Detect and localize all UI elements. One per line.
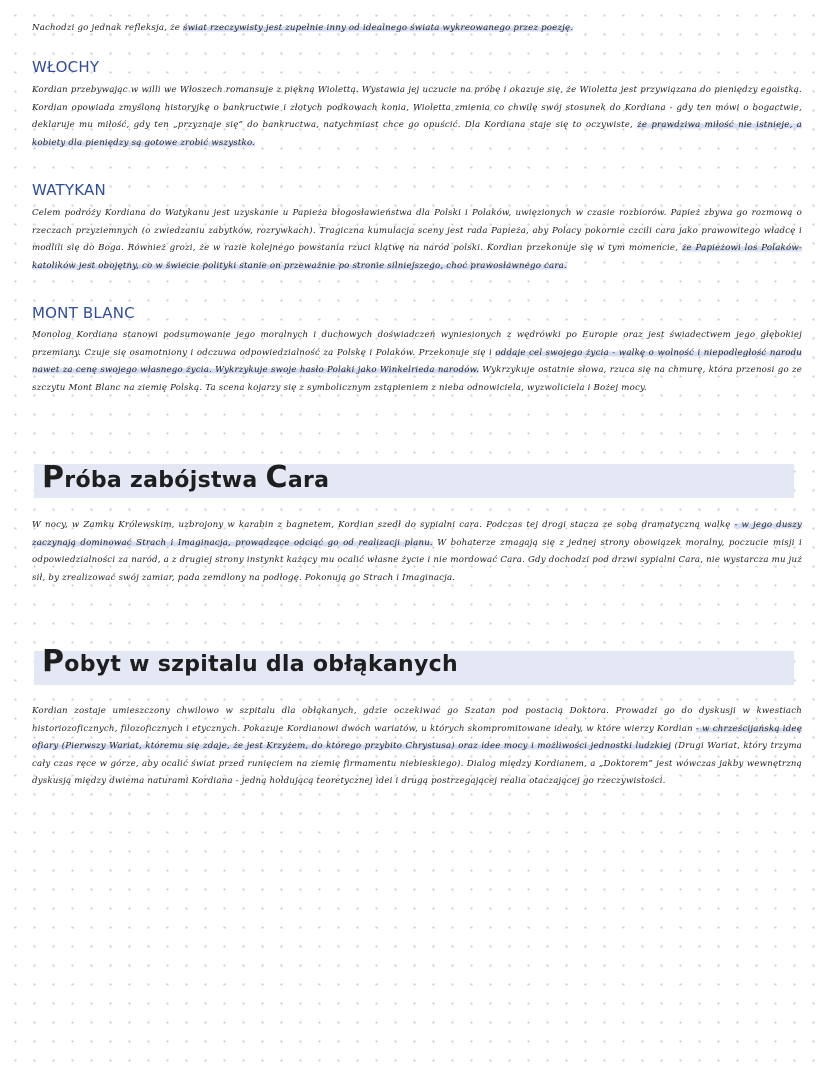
intro-paragraph <box>32 20 802 38</box>
heading-initial: P <box>42 460 65 495</box>
topic-text: W bohaterze zmagają się z jednej strony obowiązek moralny, poczucie misji i odpowiedzialności za naród, a z drugiej strony instynkt każący mu ocalić własne życie i nie mordować Cara. Gdy dochodzi pod drzwi sypialni Cara, nie wystarcza mu już sił, by zrealizować swój zamiar, pada zemdlony na podłogę. Pokonują go Strach i Imaginacja. <box>32 537 802 583</box>
topic-paragraph-pobyt-w-szpitalu <box>32 703 802 791</box>
topic-text: W nocy, w Zamku Królewskim, uzbrojony w karabin z bagnetem, Kordian szedł do sypialni cara. Podczas tej drogi stacza ze sobą dramatyczną walkę <box>32 520 735 530</box>
heading-text: obyt w szpitalu dla obłąkanych <box>64 652 458 677</box>
section-heading-watykan: WATYKAN <box>32 181 106 199</box>
section-text: Wykrzykuje ostatnie słowa, rzuca się na chmurę, która przenosi go ze szczytu Mont Blanc na ziemię Polską. Ta scena kojarzy się z symbolicznym zstąpieniem z nieba odnowiciela, wyzwoliciela i Bożej mocy. <box>32 365 803 393</box>
section-paragraph-watykan <box>32 205 802 275</box>
section-heading-wlochy: WŁOCHY <box>32 58 100 76</box>
section-paragraph-wlochy <box>32 82 802 152</box>
section-text: Kordian przebywając w willi we Włoszech romansuje z piękną Wiolettą. Wystawia jej uczucie na próbę i okazuje się, że Wioletta jest przywiązana do pieniędzy egoistką. Kordian opowiada zmyśloną historyjkę o bankructwie i złotych podkowach konia, Wioletta zmienia co chwilę swój stosunek do Kordiana - gdy ten mówi o bogactwie, deklaruje mu miłość, gdy ten „przyznaje się” do bankructwa, natychmiast chce go opuścić. Dla Kordiana staje się to oczywiste, <box>32 85 802 131</box>
section-highlight: że Papieżowi los Polaków-katolików jest obojętny, co w świecie polityki stanie on przeważnie po stronie silniejszego, choć prawosławnego cara. <box>32 243 802 271</box>
section-heading-mont-blanc: MONT BLANC <box>32 304 135 322</box>
intro-text: Nachodzi go jednak refleksja, że <box>32 23 183 33</box>
section-text: Celem podróży Kordiana do Watykanu jest uzyskanie u Papieża błogosławieństwa dla Polski i Polaków, uwięzionych w czasie rozbiorów. Papież zbywa go rozmową o rzeczach przyziemnych (o zwiedzaniu zabytków, rozrywkach). Tragiczna kumulacja sceny jest rada Papieża, aby Polacy pokornie czcili cara jako prawowitego władcę i modlili się do Boga. Również grozi, że w razie kolejnego powstania rzuci klątwę na naród polski. Kordian przekonuje się w tym momencie, <box>32 208 802 254</box>
topic-text: (Drugi Wariat, który trzyma cały czas ręce w górze, aby ocalić świat przed runięciem na ziemię firmamentu niebieskiego). Dialog między Kordianem, a „Doktorem” jest wówczas jakby wewnętrzną dyskusją między dwiema naturami Kordiana - jedną hołdującą teoretycznej idei i drugą postrzegającej realia otaczającej go rzeczywistości. <box>32 741 802 787</box>
heading-text: róba zabójstwa <box>64 468 266 493</box>
heading-initial: P <box>42 644 65 679</box>
section-highlight: oddaje cel swojego życia - walkę o wolność i niepodległość narodu nawet za cenę swojego własnego życia. Wykrzykuje swoje hasło Polaki jako Winkelrieda narodów. <box>32 347 803 376</box>
topic-text: Kordian zostaje umieszczony chwilowo w szpitalu dla obłąkanych, gdzie oczekiwać go Szatan pod postacią Doktora. Prowadzi go do dyskusji w kwestiach historiozoficznych, filozoficznych i etycznych. Pokazuje Kordianowi dwóch wariatów, u których skompromitowane ideały, w które wierzy Kordian <box>32 706 802 734</box>
topic-highlight: - w jego duszy zaczynają dominować Strach i Imaginacja, prowadzące odciąć go od realizacji planu. <box>32 520 802 548</box>
section-paragraph-mont-blanc <box>32 327 802 397</box>
topic-heading-pobyt-w-szpitalu <box>42 644 458 679</box>
topic-heading-proba-zabojstwa <box>42 460 329 495</box>
topic-paragraph-proba-zabojstwa <box>32 517 802 587</box>
heading-text: ara <box>287 468 330 493</box>
section-highlight: że prawdziwa miłość nie istnieje, a kobiety dla pieniędzy są gotowe zrobić wszystko. <box>32 120 802 148</box>
heading-initial: C <box>265 460 288 495</box>
intro-highlight: świat rzeczywisty jest zupełnie inny od idealnego świata wykreowanego przez poezję. <box>182 23 574 33</box>
topic-highlight: - w chrześcijańską ideę ofiary (Pierwszy Wariat, któremu się zdaje, że jest Krzyżem, do którego przybito Chrystusa) oraz idee mocy i możliwości jednostki ludzkiej <box>32 723 802 752</box>
section-text: Monolog Kordiana stanowi podsumowanie jego moralnych i duchowych doświadczeń wyniesionych z wędrówki po Europie oraz jest świadectwem jego głębokiej przemiany. Czuje się osamotniony i odczuwa odpowiedzialność za Polskę i Polaków. Przekonuje się i <box>32 330 802 358</box>
